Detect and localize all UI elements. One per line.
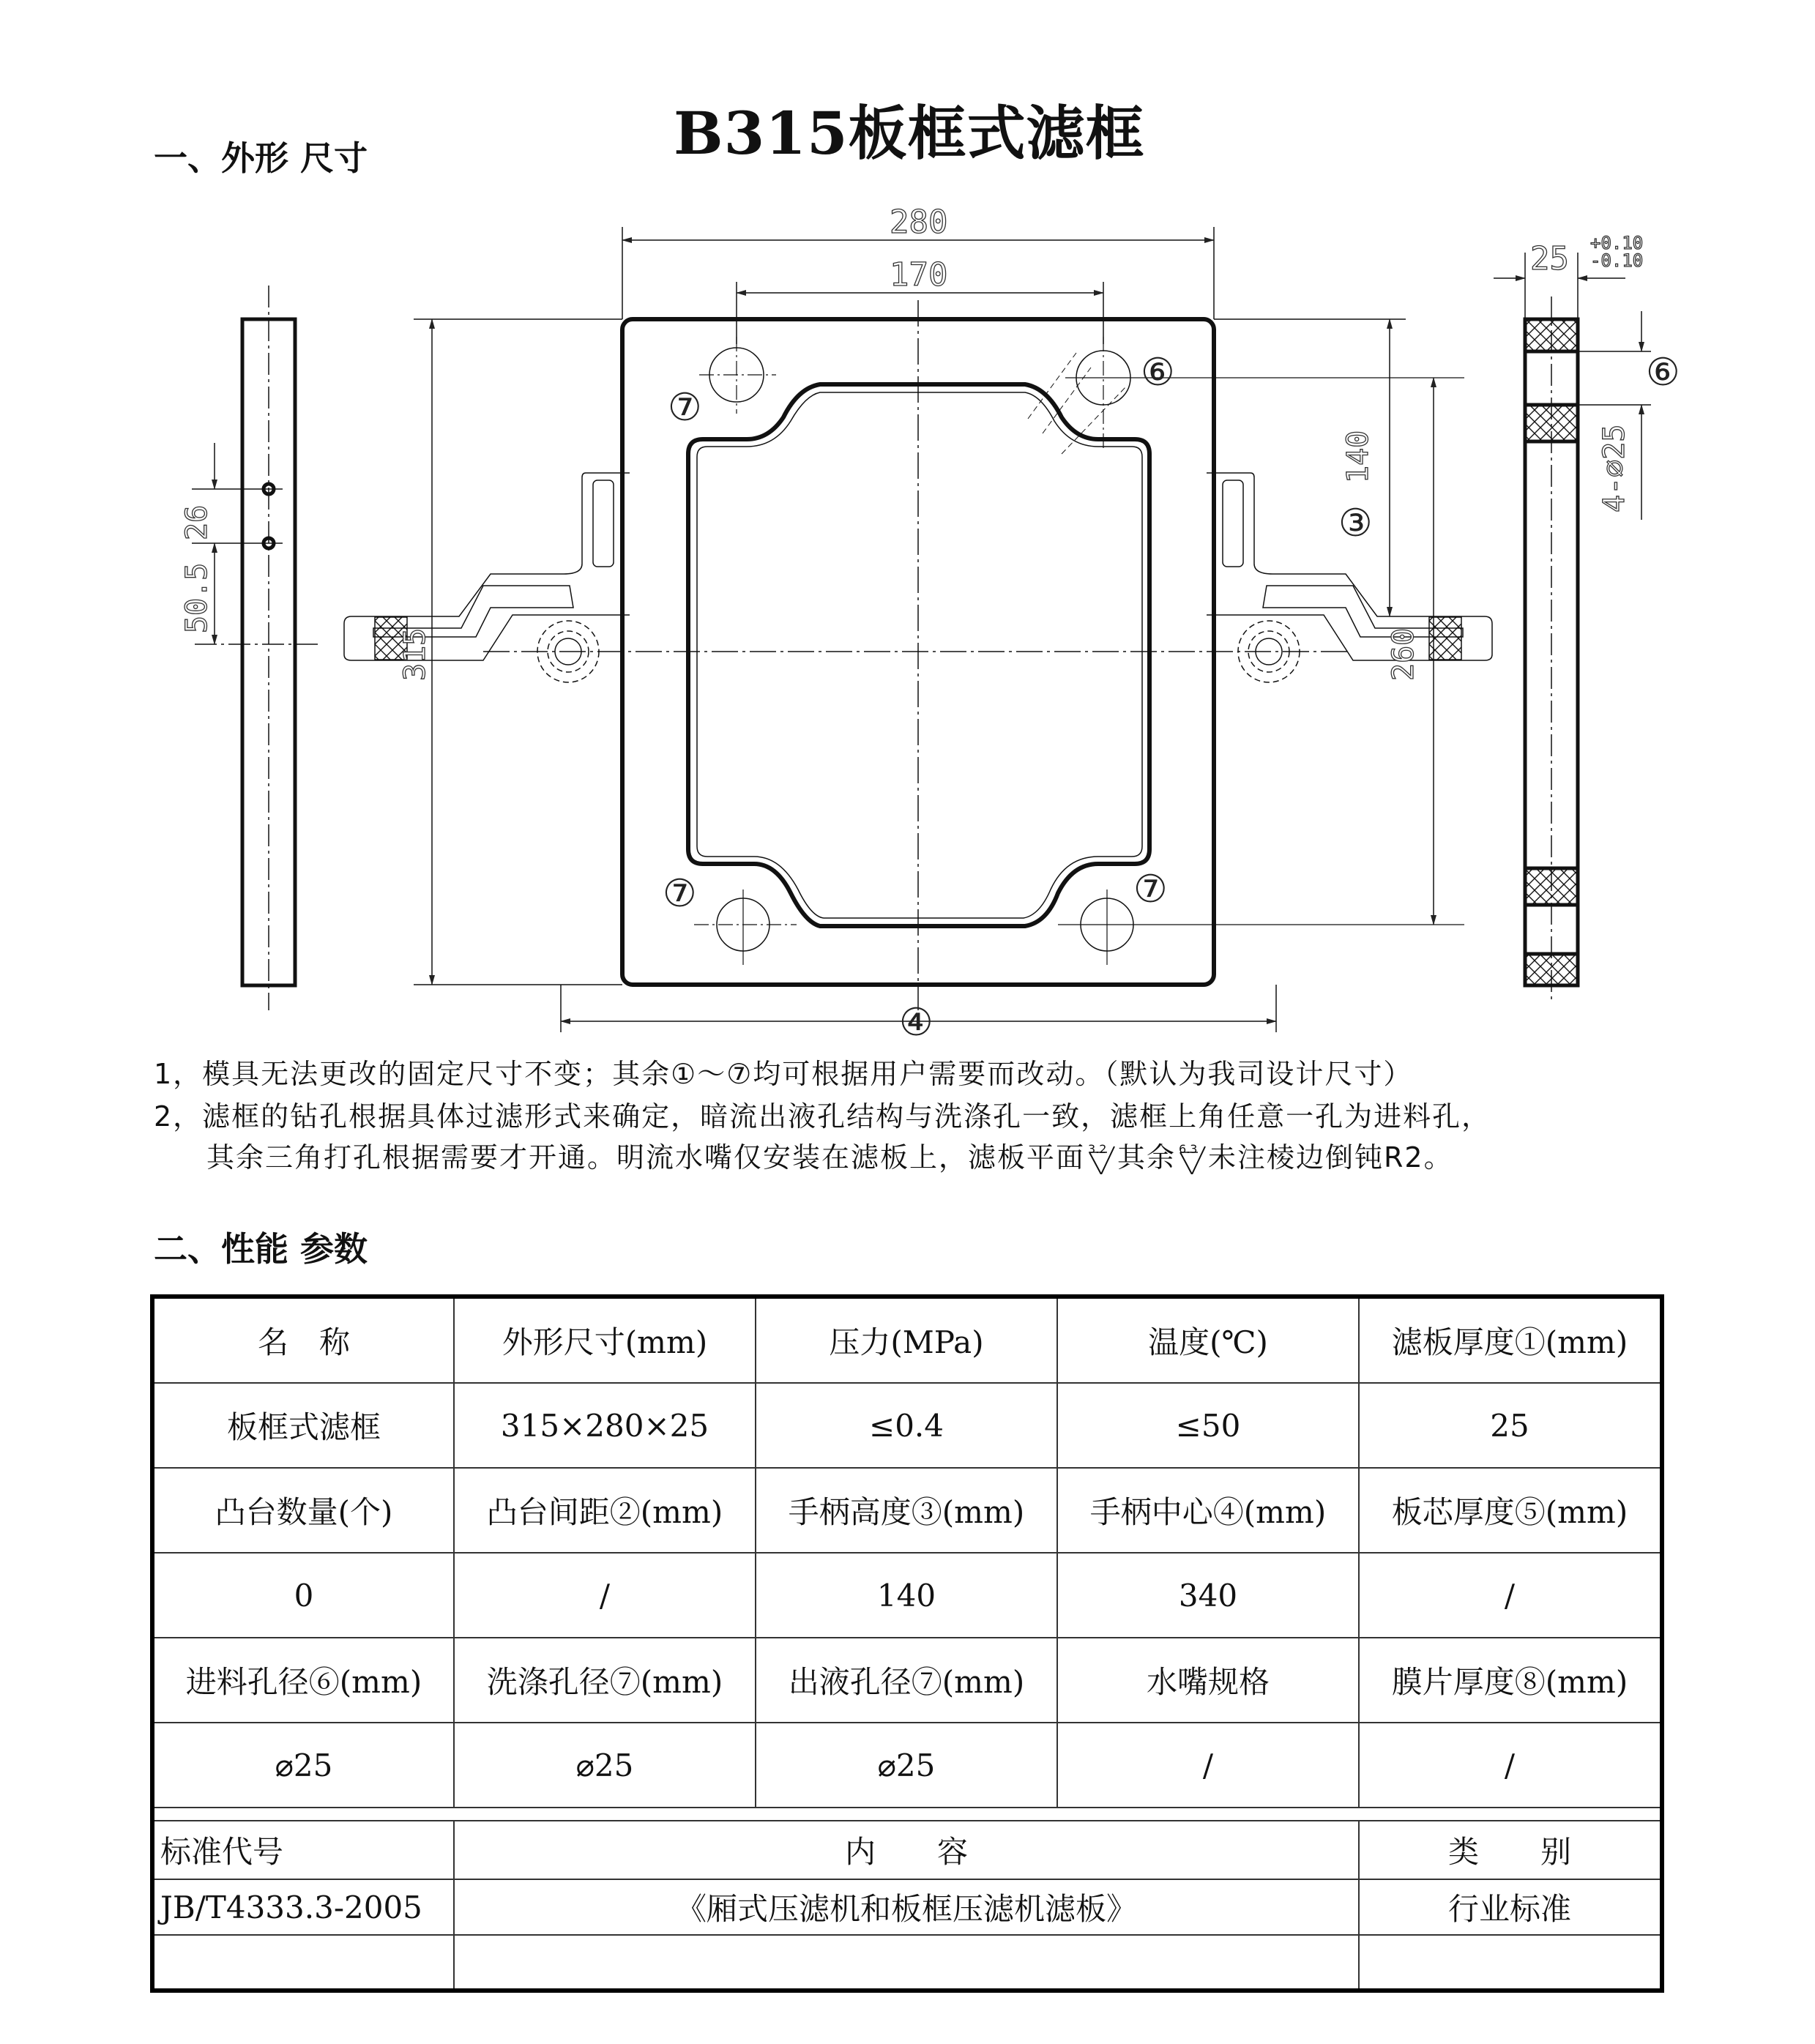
table-header-cell: 进料孔径⑥(mm) <box>152 1638 454 1723</box>
callout-wash-hole-tl: ⑦ <box>668 386 702 430</box>
dim-hole-spec: 4-⌀25 <box>1598 424 1631 512</box>
table-header-cell: 名 称 <box>152 1297 454 1383</box>
tol-lower: -0.10 <box>1590 250 1644 271</box>
table-header-cell: 膜片厚度⑧(mm) <box>1359 1638 1662 1723</box>
table-cell: 340 <box>1057 1553 1359 1638</box>
spec-table <box>150 1294 1664 1993</box>
right-side-view <box>1494 253 1651 1003</box>
table-header-cell: 手柄中心④(mm) <box>1057 1468 1359 1553</box>
standards-content: 《厢式压滤机和板框压滤机滤板》 <box>454 1879 1359 1935</box>
note-line-3c: 未注棱边倒钝R2。 <box>1208 1141 1453 1174</box>
dim-50-5: 50.5 <box>180 562 214 633</box>
note-line-3a: 其余三角打孔根据需要才开通。明流水嘴仅安装在滤板上，滤板平面 <box>206 1141 1086 1174</box>
table-row <box>152 1723 1662 1808</box>
table-header-cell: 水嘴规格 <box>1057 1638 1359 1723</box>
table-header-cell: 压力(MPa) <box>756 1297 1057 1383</box>
table-header-cell: 手柄高度③(mm) <box>756 1468 1057 1553</box>
standards-content <box>454 1935 1359 1991</box>
callout-feed-hole: ⑥ <box>1141 351 1175 395</box>
roughness-symbol-icon: 6.3 <box>1176 1145 1208 1174</box>
dim-26-label: 26 <box>180 504 214 540</box>
table-row <box>152 1383 1662 1468</box>
note-line-1: 1，模具无法更改的固定尺寸不变；其余①～⑦均可根据用户需要而改动。（默认为我司设计尺寸） <box>154 1058 1413 1090</box>
table-cell: 140 <box>756 1553 1057 1638</box>
section-title-dimensions: 一、外形 尺寸 <box>154 138 368 178</box>
standards-header-row <box>152 1821 1662 1879</box>
table-header-cell: 出液孔径⑦(mm) <box>756 1638 1057 1723</box>
standards-header-content: 内 容 <box>454 1821 1359 1879</box>
dim-280: 280 <box>890 204 948 241</box>
table-row <box>152 1638 1662 1723</box>
note-line-3 <box>206 1135 1453 1175</box>
callout-handle-height: ③ <box>1338 501 1373 545</box>
table-header-cell: 凸台间距②(mm) <box>454 1468 756 1553</box>
table-cell: 315×280×25 <box>454 1383 756 1468</box>
note-line-2: 2，滤框的钻孔根据具体过滤形式来确定，暗流出液孔结构与洗涤孔一致，滤框上角任意一孔为进料孔， <box>154 1100 1491 1133</box>
standards-header-code: 标准代号 <box>152 1821 454 1879</box>
standards-code: JB/T4333.3-2005 <box>152 1879 454 1935</box>
standards-category: 行业标准 <box>1359 1879 1662 1935</box>
dim-315: 315 <box>398 627 432 681</box>
table-cell: / <box>454 1553 756 1638</box>
table-row <box>152 1468 1662 1553</box>
standards-code <box>152 1935 454 1991</box>
table-header-cell: 外形尺寸(mm) <box>454 1297 756 1383</box>
roughness-symbol-icon: 3.2 <box>1085 1145 1117 1174</box>
dim-25: 25 <box>1530 240 1569 277</box>
table-cell: 25 <box>1359 1383 1662 1468</box>
table-cell: ⌀25 <box>756 1723 1057 1808</box>
table-header-cell: 温度(℃) <box>1057 1297 1359 1383</box>
table-cell: / <box>1359 1723 1662 1808</box>
table-spacer-row <box>152 1808 1662 1821</box>
table-cell: / <box>1057 1723 1359 1808</box>
table-header-cell: 板芯厚度⑤(mm) <box>1359 1468 1662 1553</box>
table-cell: ⌀25 <box>152 1723 454 1808</box>
dim-140: 140 <box>1341 430 1375 483</box>
standards-row <box>152 1879 1662 1935</box>
dim-170: 170 <box>890 256 948 294</box>
table-cell: ≤0.4 <box>756 1383 1057 1468</box>
callout-handle-center: ④ <box>899 1001 933 1040</box>
dim-260: 260 <box>1387 627 1420 681</box>
section-title-performance: 二、性能 参数 <box>154 1229 368 1269</box>
standards-category <box>1359 1935 1662 1991</box>
table-header-cell: 凸台数量(个) <box>152 1468 454 1553</box>
note-line-3b: 其余 <box>1117 1141 1177 1174</box>
table-cell: ⌀25 <box>454 1723 756 1808</box>
table-cell: ≤50 <box>1057 1383 1359 1468</box>
tol-upper: +0.10 <box>1590 233 1644 253</box>
standards-row-empty <box>152 1935 1662 1991</box>
front-view <box>344 227 1492 1032</box>
callout-wash-hole-bl: ⑦ <box>663 872 697 916</box>
table-row <box>152 1297 1662 1383</box>
callout-wash-hole-br: ⑦ <box>1133 868 1168 911</box>
table-header-cell: 滤板厚度①(mm) <box>1359 1297 1662 1383</box>
standards-header-category: 类 别 <box>1359 1821 1662 1879</box>
left-side-view <box>192 286 322 1010</box>
table-row <box>152 1553 1662 1638</box>
callout-feed-hole-side: ⑥ <box>1646 351 1680 395</box>
document-title: B315板框式滤框 <box>674 99 1145 168</box>
table-cell: / <box>1359 1553 1662 1638</box>
table-cell: 板框式滤框 <box>152 1383 454 1468</box>
table-header-cell: 洗涤孔径⑦(mm) <box>454 1638 756 1723</box>
table-cell: 0 <box>152 1553 454 1638</box>
